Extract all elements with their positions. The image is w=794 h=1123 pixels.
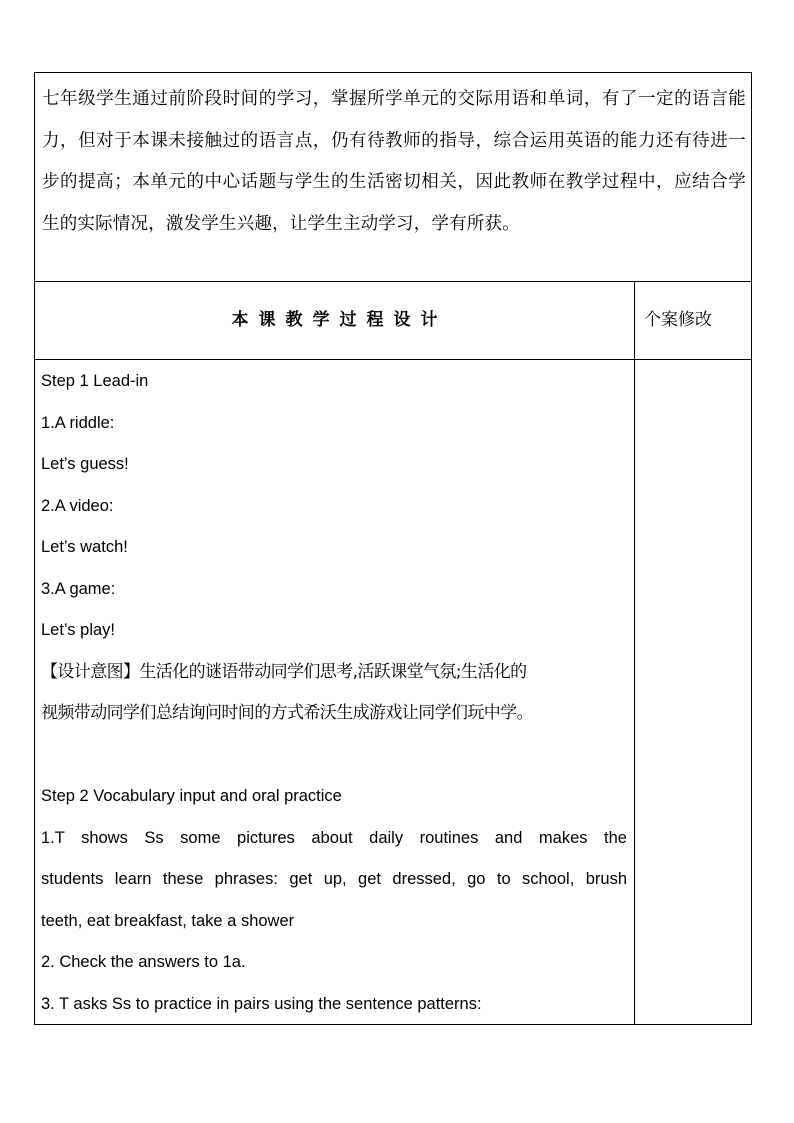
step2-title: Step 2 Vocabulary input and oral practice bbox=[41, 787, 342, 805]
student-analysis-text: 七年级学生通过前阶段时间的学习，掌握所学单元的交际用语和单词，有了一定的语言能力，但对于本课未接触过的语言点，仍有待教师的指导，综合运用英语的能力还有待进一步的提高；本单元的中心话题与学生的生活密切相关，因此教师在教学过程中，应结合学生的实际情况，激发学生兴趣，让学生主动学习，学有所获。 bbox=[42, 89, 746, 234]
student-analysis-row bbox=[35, 73, 751, 282]
step2-item1-line1: 1.T shows Ss some pictures about daily routines and makes the bbox=[41, 828, 627, 847]
column-divider bbox=[634, 282, 635, 1024]
step2-item1-line2: students learn these phrases: get up, get dressed, go to school, brush bbox=[41, 870, 627, 888]
design-intent-line1: 【设计意图】生活化的谜语带动同学们思考,活跃课堂气氛;生活化的 bbox=[41, 661, 527, 682]
step2-item1-line3: teeth, eat breakfast, take a shower bbox=[41, 911, 295, 930]
step1-item2: 2.A video: bbox=[41, 496, 114, 515]
step2-item2: 2. Check the answers to 1a. bbox=[41, 953, 246, 971]
step1-item2-sub: Let’s watch! bbox=[41, 538, 128, 556]
process-design-heading: 本课教学过程设计 bbox=[231, 310, 448, 330]
step1-item1: 1.A riddle: bbox=[41, 413, 115, 432]
design-intent-line2: 视频带动同学们总结询问时间的方式希沃生成游戏让同学们玩中学。 bbox=[41, 703, 533, 723]
blank-line bbox=[41, 735, 627, 777]
process-content bbox=[41, 361, 627, 1025]
step1-item1-sub: Let’s guess! bbox=[41, 455, 129, 473]
step1-item3-sub: Let’s play! bbox=[41, 621, 115, 639]
table-header-row bbox=[35, 282, 751, 360]
step2-item3: 3. T asks Ss to practice in pairs using the sentence patterns: bbox=[41, 994, 482, 1013]
step1-item3: 3.A game: bbox=[41, 579, 116, 598]
step1-title: Step 1 Lead-in bbox=[41, 372, 149, 390]
case-revision-heading: 个案修改 bbox=[644, 310, 712, 330]
